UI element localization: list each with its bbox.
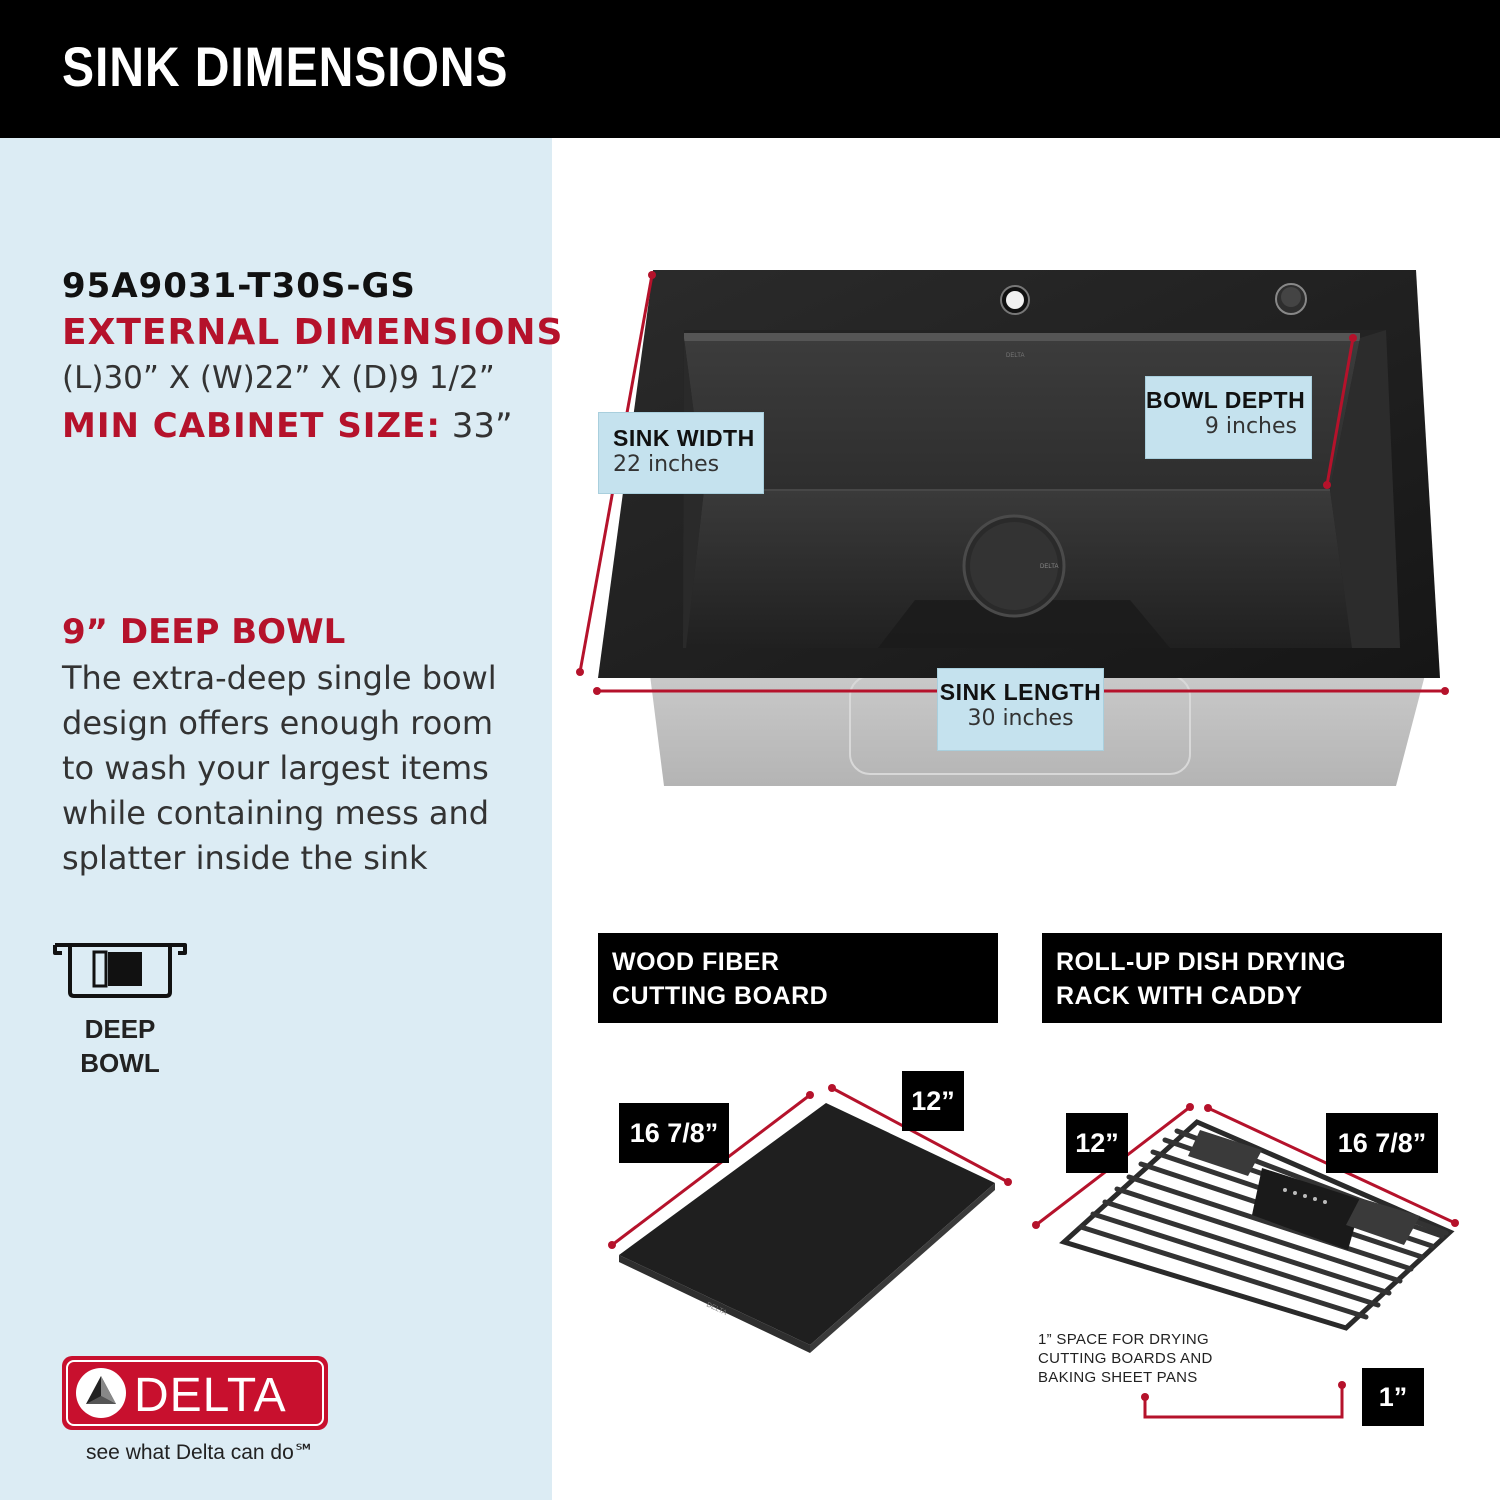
bowl-depth-value: 9 inches (1204, 414, 1297, 439)
feature-description: The extra-deep single bowl design offers enough room to wash your largest items while containing mess and splatter inside the sink (62, 659, 497, 877)
space-note-line3: BAKING SHEET PANS (1038, 1369, 1198, 1386)
delta-triangle-icon (74, 1366, 128, 1420)
sink-length-value: 30 inches (967, 706, 1074, 731)
brand-tagline: see what Delta can do℠ (86, 1441, 316, 1464)
sink-width-callout (598, 412, 764, 494)
delta-logo (62, 1356, 328, 1430)
rim-brand-mark: DELTA (1006, 353, 1025, 359)
sink-length-callout (937, 668, 1104, 751)
cutting-board-title-line2: CUTTING BOARD (612, 982, 829, 1010)
board-length-tag: 16 7/8” (619, 1103, 729, 1163)
cutting-board-title-line1: WOOD FIBER (612, 948, 780, 976)
model-number: 95A9031-T30S-GS (62, 266, 416, 306)
deep-bowl-label (60, 1012, 180, 1080)
external-dimensions-value: (L)30” X (W)22” X (D)9 1/2” (62, 360, 495, 396)
drying-rack-title (1056, 945, 1346, 1013)
rack-length-tag: 16 7/8” (1326, 1113, 1438, 1173)
bowl-depth-title: BOWL DEPTH (1146, 387, 1306, 413)
board-width-tag: 12” (902, 1071, 964, 1131)
space-note-line1: 1” SPACE FOR DRYING (1038, 1331, 1210, 1348)
drying-rack-title-line2: RACK WITH CADDY (1056, 982, 1303, 1010)
space-value-tag: 1” (1362, 1368, 1424, 1426)
deep-bowl-label-line1: DEEP (84, 1014, 156, 1044)
space-note (1038, 1330, 1238, 1387)
sink-width-title: SINK WIDTH (613, 425, 755, 451)
deep-bowl-icon (52, 940, 188, 1002)
cutting-board-title (612, 945, 828, 1013)
cutting-board-header (598, 933, 998, 1023)
min-cabinet-size (62, 406, 513, 446)
rack-width-tag: 12” (1066, 1113, 1128, 1173)
page-title: SINK DIMENSIONS (62, 35, 509, 98)
header-bar (0, 0, 1500, 138)
drying-rack-header (1042, 933, 1442, 1023)
logo-text: DELTA (134, 1369, 287, 1422)
drying-rack-title-line1: ROLL-UP DISH DRYING (1056, 948, 1347, 976)
min-cabinet-value: 33” (440, 406, 513, 446)
feature-title: 9” DEEP BOWL (62, 612, 346, 652)
drain-brand-mark: DELTA (1040, 564, 1059, 570)
deep-bowl-label-line2: BOWL (80, 1048, 160, 1078)
bowl-depth-callout (1145, 376, 1312, 459)
space-bracket-line (1145, 1385, 1342, 1417)
external-dimensions-label: EXTERNAL DIMENSIONS (62, 312, 564, 353)
sink-width-value: 22 inches (613, 452, 720, 477)
min-cabinet-label: MIN CABINET SIZE: (62, 406, 441, 446)
ledge-rail (684, 333, 1360, 341)
board-brand-mark: DELTA (705, 1301, 728, 1317)
space-note-line2: CUTTING BOARDS AND (1038, 1350, 1213, 1367)
sink-length-title: SINK LENGTH (939, 679, 1102, 705)
